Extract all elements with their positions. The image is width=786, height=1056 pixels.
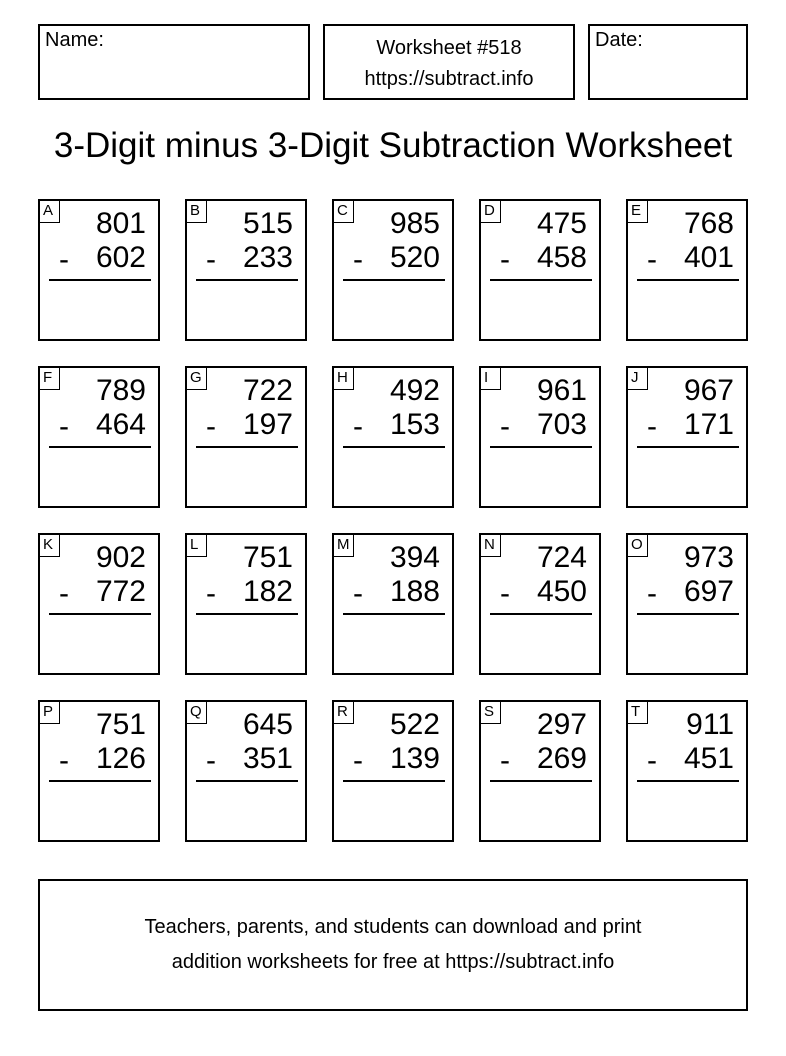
minuend: 492 xyxy=(389,374,440,407)
minus-sign: - xyxy=(59,410,69,443)
subtrahend: 139 xyxy=(389,742,440,775)
problem-letter: T xyxy=(628,702,648,724)
subtrahend: 450 xyxy=(536,575,587,608)
minuend: 751 xyxy=(95,708,146,741)
minus-sign: - xyxy=(647,410,657,443)
problem-letter: C xyxy=(334,201,354,223)
answer-line xyxy=(196,279,298,281)
answer-line xyxy=(343,446,445,448)
subtrahend: 458 xyxy=(536,241,587,274)
minus-sign: - xyxy=(647,744,657,777)
footer-line-1: Teachers, parents, and students can download and print xyxy=(144,916,642,938)
date-label: Date: xyxy=(595,29,643,51)
problem-letter: J xyxy=(628,368,648,390)
problem-card[interactable] xyxy=(626,199,748,341)
answer-line xyxy=(490,780,592,782)
answer-line xyxy=(49,613,151,615)
footer-line-2: addition worksheets for free at https://subtract.info xyxy=(171,951,615,973)
subtrahend: 697 xyxy=(683,575,734,608)
minus-sign: - xyxy=(206,243,216,276)
problem-letter: I xyxy=(481,368,501,390)
answer-line xyxy=(490,446,592,448)
worksheet-number: Worksheet #518 xyxy=(376,37,522,59)
minuend: 297 xyxy=(536,708,587,741)
problem-letter: M xyxy=(334,535,354,557)
problem-letter: A xyxy=(40,201,60,223)
minus-sign: - xyxy=(353,410,363,443)
minus-sign: - xyxy=(500,410,510,443)
problem-card[interactable] xyxy=(185,199,307,341)
minuend: 902 xyxy=(95,541,146,574)
answer-line xyxy=(49,446,151,448)
minus-sign: - xyxy=(647,243,657,276)
minus-sign: - xyxy=(500,744,510,777)
problem-letter: B xyxy=(187,201,207,223)
problem-card[interactable] xyxy=(38,533,160,675)
problem-card[interactable] xyxy=(185,700,307,842)
minus-sign: - xyxy=(59,744,69,777)
answer-line xyxy=(637,613,739,615)
minuend: 973 xyxy=(683,541,734,574)
worksheet-url: https://subtract.info xyxy=(364,68,534,90)
problem-card[interactable] xyxy=(626,533,748,675)
answer-line xyxy=(196,780,298,782)
minuend: 751 xyxy=(242,541,293,574)
problem-letter: O xyxy=(628,535,648,557)
minuend: 789 xyxy=(95,374,146,407)
problem-letter: K xyxy=(40,535,60,557)
problem-card[interactable] xyxy=(332,366,454,508)
answer-line xyxy=(343,279,445,281)
answer-line xyxy=(196,613,298,615)
answer-line xyxy=(49,279,151,281)
subtrahend: 401 xyxy=(683,241,734,274)
problem-card[interactable] xyxy=(38,199,160,341)
subtrahend: 188 xyxy=(389,575,440,608)
problem-letter: Q xyxy=(187,702,207,724)
problem-letter: F xyxy=(40,368,60,390)
answer-line xyxy=(637,780,739,782)
minus-sign: - xyxy=(647,577,657,610)
minus-sign: - xyxy=(59,243,69,276)
subtrahend: 351 xyxy=(242,742,293,775)
minus-sign: - xyxy=(59,577,69,610)
problem-card[interactable] xyxy=(185,533,307,675)
problem-letter: D xyxy=(481,201,501,223)
page-title: 3-Digit minus 3-Digit Subtraction Worksheet xyxy=(53,126,733,165)
answer-line xyxy=(49,780,151,782)
problem-letter: P xyxy=(40,702,60,724)
problem-card[interactable] xyxy=(626,366,748,508)
minus-sign: - xyxy=(206,744,216,777)
answer-line xyxy=(490,613,592,615)
minus-sign: - xyxy=(206,410,216,443)
subtrahend: 269 xyxy=(536,742,587,775)
problem-card[interactable] xyxy=(626,700,748,842)
name-label: Name: xyxy=(45,29,104,51)
minus-sign: - xyxy=(206,577,216,610)
subtrahend: 197 xyxy=(242,408,293,441)
minus-sign: - xyxy=(353,243,363,276)
subtrahend: 233 xyxy=(242,241,293,274)
problem-letter: R xyxy=(334,702,354,724)
problem-letter: N xyxy=(481,535,501,557)
minuend: 722 xyxy=(242,374,293,407)
problem-card[interactable] xyxy=(332,199,454,341)
problem-letter: E xyxy=(628,201,648,223)
problem-letter: H xyxy=(334,368,354,390)
minuend: 801 xyxy=(95,207,146,240)
answer-line xyxy=(637,446,739,448)
footer-box xyxy=(38,879,748,1011)
minus-sign: - xyxy=(500,243,510,276)
answer-line xyxy=(490,279,592,281)
answer-line xyxy=(637,279,739,281)
subtrahend: 772 xyxy=(95,575,146,608)
problem-letter: L xyxy=(187,535,207,557)
minuend: 961 xyxy=(536,374,587,407)
minuend: 967 xyxy=(683,374,734,407)
worksheet-info-box xyxy=(323,24,575,100)
minuend: 394 xyxy=(389,541,440,574)
minus-sign: - xyxy=(500,577,510,610)
problem-card[interactable] xyxy=(479,366,601,508)
subtrahend: 153 xyxy=(389,408,440,441)
problem-card[interactable] xyxy=(332,533,454,675)
problem-card[interactable] xyxy=(38,700,160,842)
minuend: 911 xyxy=(686,708,734,741)
minus-sign: - xyxy=(353,577,363,610)
name-field-box[interactable] xyxy=(38,24,310,100)
answer-line xyxy=(343,613,445,615)
date-field-box[interactable] xyxy=(588,24,748,100)
subtrahend: 451 xyxy=(683,742,734,775)
problem-card[interactable] xyxy=(38,366,160,508)
subtrahend: 703 xyxy=(536,408,587,441)
minuend: 985 xyxy=(389,207,440,240)
subtrahend: 171 xyxy=(683,408,734,441)
minuend: 645 xyxy=(242,708,293,741)
problem-card[interactable] xyxy=(479,533,601,675)
problem-card[interactable] xyxy=(332,700,454,842)
subtrahend: 602 xyxy=(95,241,146,274)
problem-letter: S xyxy=(481,702,501,724)
minuend: 522 xyxy=(389,708,440,741)
answer-line xyxy=(343,780,445,782)
problem-card[interactable] xyxy=(185,366,307,508)
subtrahend: 520 xyxy=(389,241,440,274)
subtrahend: 182 xyxy=(242,575,293,608)
minuend: 768 xyxy=(683,207,734,240)
subtrahend: 126 xyxy=(95,742,146,775)
problem-letter: G xyxy=(187,368,207,390)
minuend: 475 xyxy=(536,207,587,240)
problem-card[interactable] xyxy=(479,700,601,842)
answer-line xyxy=(196,446,298,448)
subtrahend: 464 xyxy=(95,408,146,441)
problem-card[interactable] xyxy=(479,199,601,341)
minuend: 515 xyxy=(242,207,293,240)
minuend: 724 xyxy=(536,541,587,574)
minus-sign: - xyxy=(353,744,363,777)
